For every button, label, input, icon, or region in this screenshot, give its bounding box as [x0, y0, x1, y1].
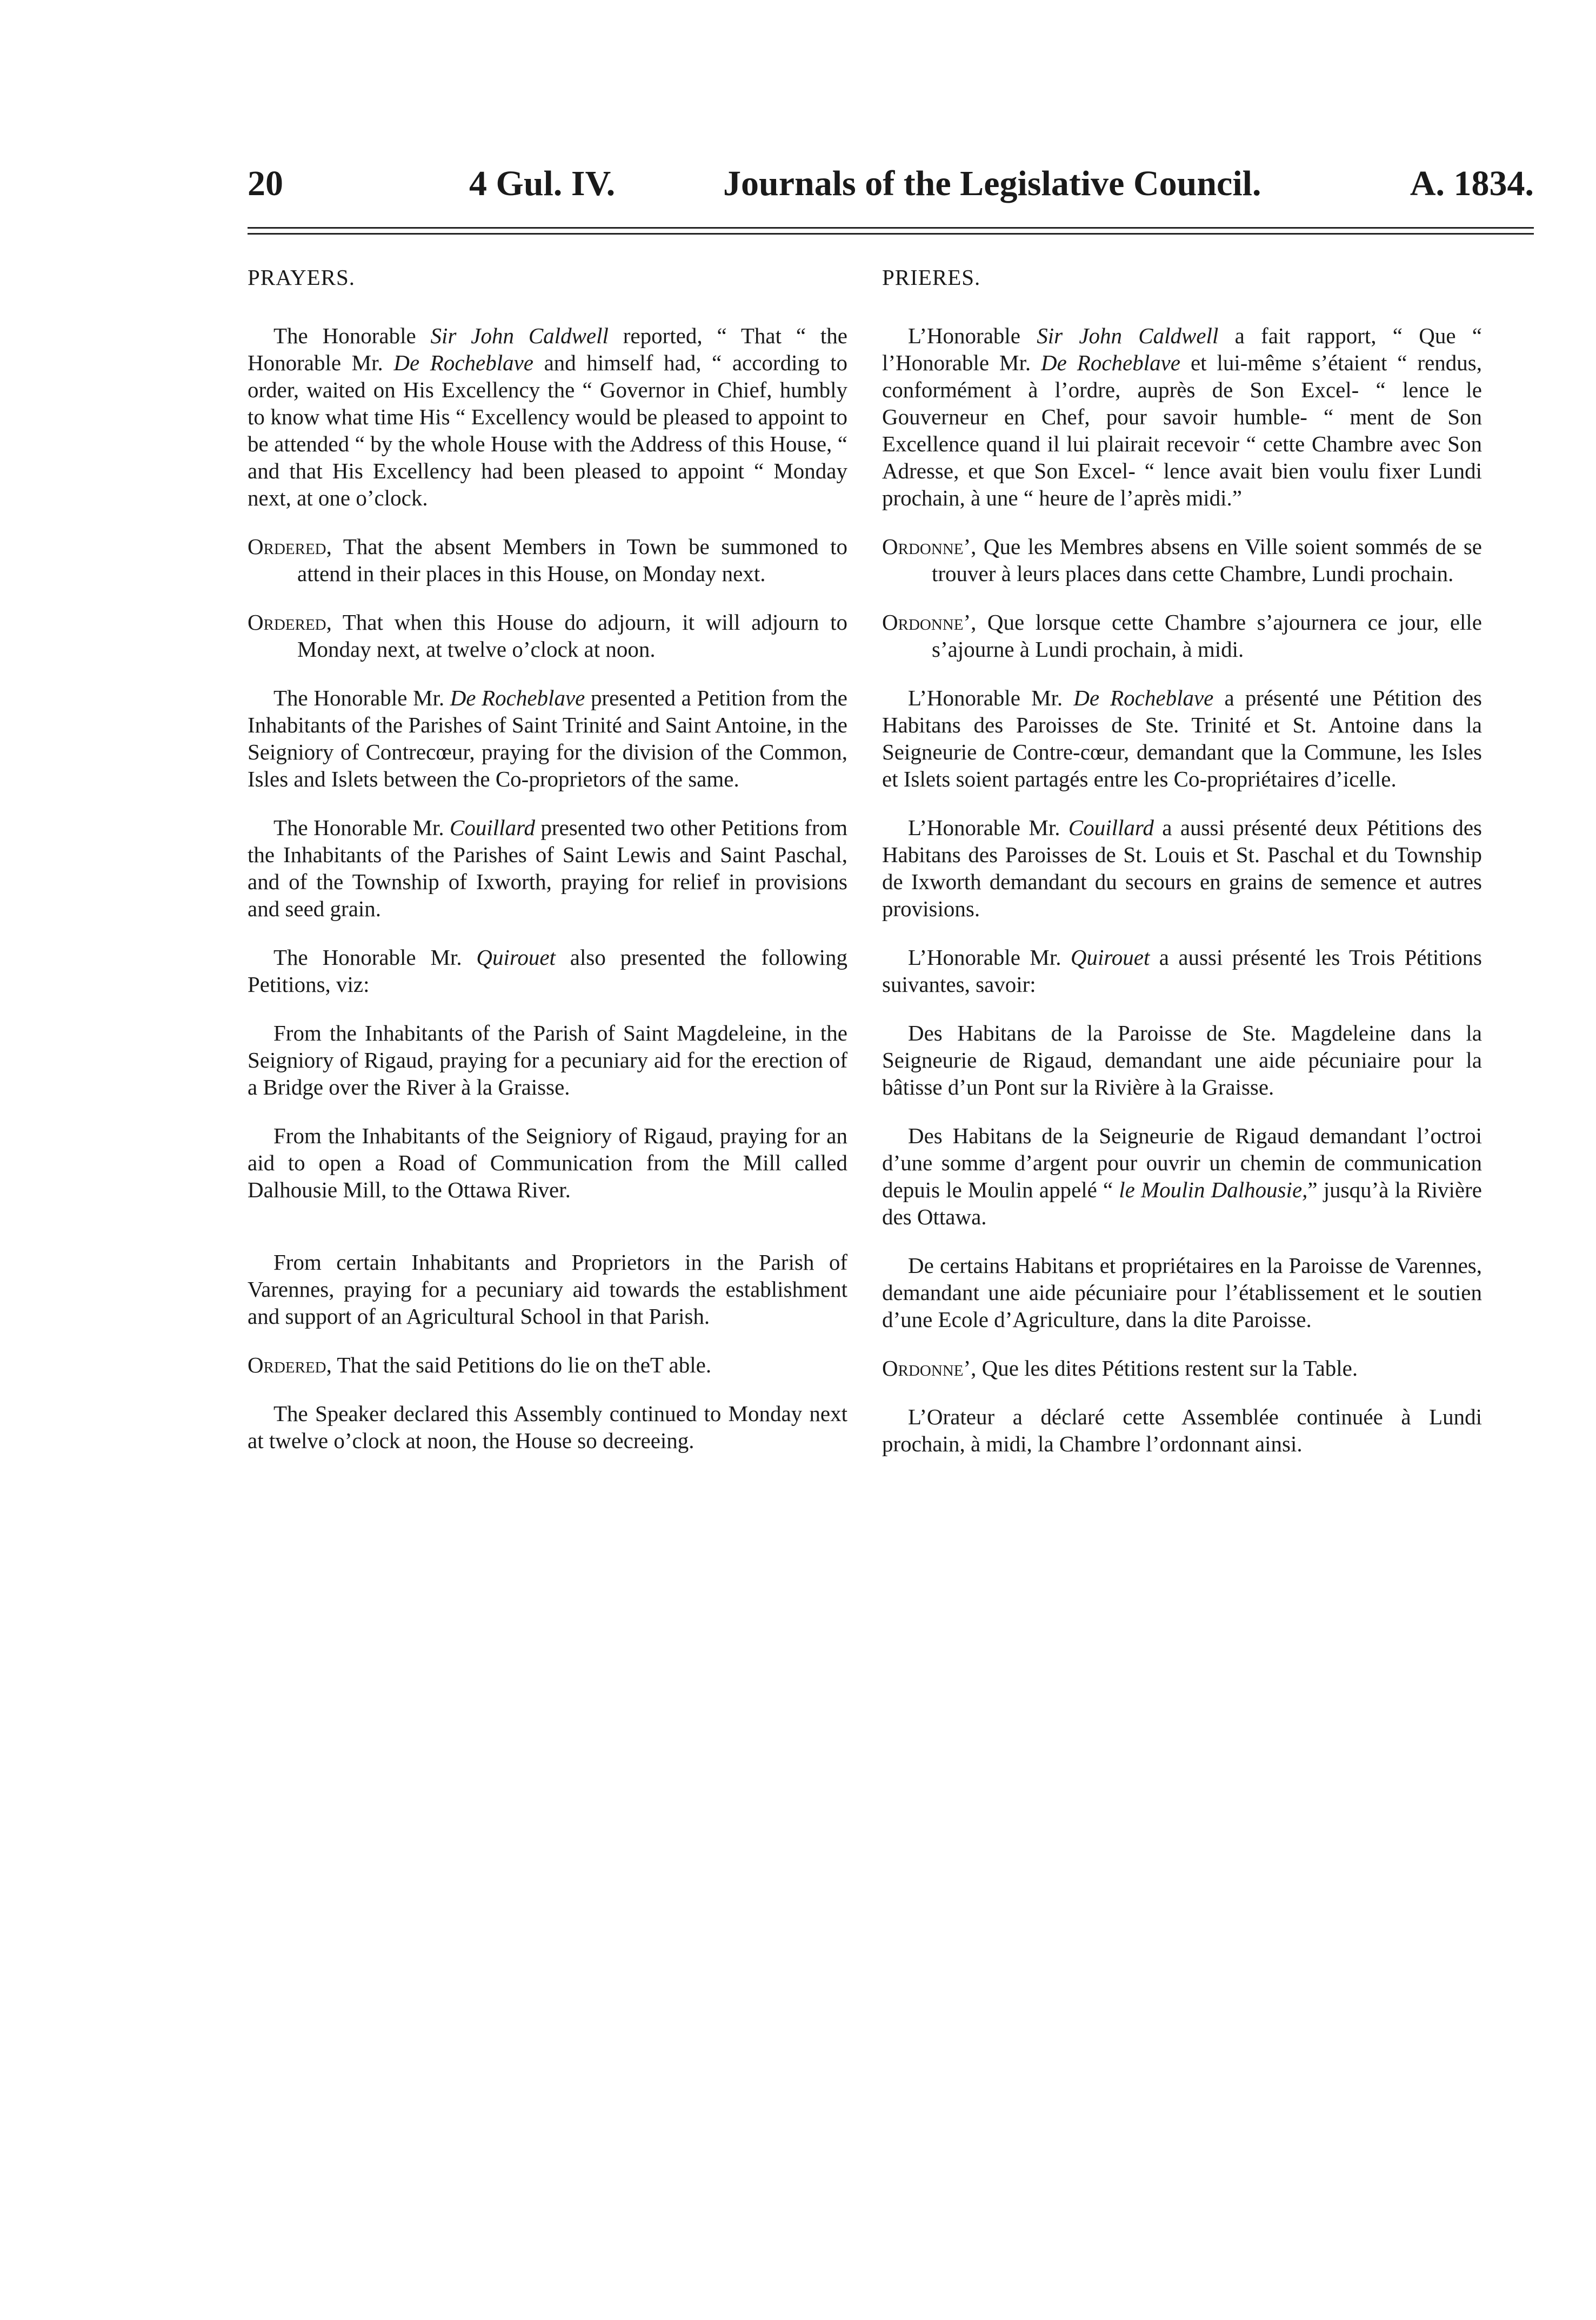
section-heading: PRAYERS.	[248, 265, 356, 290]
order-adjourn: Ordonne’, Que lorsque cette Chambre s’ajournera ce jour, elle s’ajourne à Lundi prochain, à midi.	[882, 610, 1482, 662]
order-petitions-lie: Ordonne’, Que les dites Pétitions restent sur la Table.	[882, 1356, 1358, 1381]
french-column	[882, 264, 1482, 1479]
section-heading: PRIERES.	[882, 265, 981, 290]
paragraph-speaker: The Speaker declared this Assembly continued to Monday next at twelve o’clock at noon, the House so decreeing.	[248, 1401, 847, 1453]
session-label: 4 Gul. IV.	[469, 164, 616, 203]
order-summon: Ordered, That the absent Members in Town be summoned to attend in their places in this House, on Monday next.	[248, 534, 847, 586]
paragraph-report: L’Honorable Sir John Caldwell a fait rapport, “ Que “ l’Honorable Mr. De Rocheblave et lui-même s’étaient “ rendus, conformément à l’ordre, auprès de Son Excel- “ lence le Gouverneur en Chef, pour savoir humble- “ ment de Son Excellence quand il lui plairait recevoir “ cette Chambre avec Son Adresse, et que Son Excel- “ lence avait bien voulu fixer Lundi prochain, à une “ heure de l’après midi.”	[882, 323, 1483, 510]
page-number: 20	[248, 164, 283, 203]
paragraph-petition-couillard: L’Honorable Mr. Couillard a aussi présenté deux Pétitions des Habitans des Paroisses de St. Louis et St. Paschal et du Township de Ixworth demandant du secours en grains de semence et autres provisions.	[882, 815, 1482, 921]
order-label: Ordonne’,	[882, 534, 977, 559]
order-summon: Ordonne’, Que les Membres absens en Ville soient sommés de se trouver à leurs places dans cette Chambre, Lundi prochain.	[882, 534, 1482, 586]
paragraph-petition-varennes: De certains Habitans et propriétaires en la Paroisse de Varennes, demandant une aide pécuniaire pour l’établissement et le soutien d’une Ecole d’Agriculture, dans la dite Paroisse.	[882, 1253, 1482, 1332]
order-label: Ordered,	[248, 534, 332, 559]
paragraph-petition-rigaud: From the Inhabitants of the Seigniory of Rigaud, praying for an aid to open a Road of Communication from the Mill called Dalhousie Mill, to the Ottawa River.	[248, 1123, 847, 1202]
paragraph-speaker: L’Orateur a déclaré cette Assemblée continuée à Lundi prochain, à midi, la Chambre l’ordonnant ainsi.	[882, 1404, 1482, 1456]
paragraph-petition-quirouet: L’Honorable Mr. Quirouet a aussi présenté les Trois Pétitions suivantes, savoir:	[882, 945, 1482, 997]
order-adjourn: Ordered, That when this House do adjourn, it will adjourn to Monday next, at twelve o’clock at noon.	[248, 610, 847, 662]
paragraph-petition-magdeleine: Des Habitans de la Paroisse de Ste. Magdeleine dans la Seigneurie de Rigaud, demandant une aide pécuniaire pour la bâtisse d’un Pont sur la Rivière à la Graisse.	[882, 1021, 1482, 1099]
order-label: Ordered,	[248, 1352, 332, 1377]
paragraph-petition-varennes: From certain Inhabitants and Proprietors in the Parish of Varennes, praying for a pecuniary aid towards the establishment and support of an Agricultural School in that Parish.	[248, 1250, 847, 1329]
order-petitions-lie: Ordered, That the said Petitions do lie on theT able.	[248, 1352, 712, 1377]
paragraph-petition-rocheblave: The Honorable Mr. De Rocheblave presented a Petition from the Inhabitants of the Parishes of Saint Trinité and Saint Antoine, in the Seigniory of Contrecœur, praying for the division of the Common, Isles and Islets between the Co-proprietors of the same.	[248, 685, 847, 791]
journal-title: Journals of the Legislative Council.	[723, 164, 1261, 203]
paragraph-petition-quirouet: The Honorable Mr. Quirouet also presented the following Petitions, viz:	[248, 945, 847, 997]
order-label: Ordered,	[248, 610, 332, 635]
paragraph-petition-rigaud: Des Habitans de la Seigneurie de Rigaud demandant l’octroi d’une somme d’argent pour ouvrir un chemin de communication depuis le Moulin appelé “ le Moulin Dalhousie,” jusqu’à la Rivière des Ottawa.	[882, 1123, 1482, 1229]
header-rule	[248, 227, 1534, 235]
year-label: A. 1834.	[1410, 164, 1534, 203]
paragraph-petition-magdeleine: From the Inhabitants of the Parish of Saint Magdeleine, in the Seigniory of Rigaud, praying for a pecuniary aid for the erection of a Bridge over the River à la Graisse.	[248, 1021, 847, 1099]
english-column	[248, 264, 847, 1476]
order-label: Ordonne’,	[882, 610, 977, 635]
order-label: Ordonne’,	[882, 1356, 977, 1381]
paragraph-report: The Honorable Sir John Caldwell reported, “ That “ the Honorable Mr. De Rocheblave and himself had, “ according to order, waited on His Excellency the “ Governor in Chief, humbly to know what time His “ Excellency would be pleased to appoint to be attended “ by the whole House with the Address of this House, “ and that His Excellency had been pleased to appoint “ Monday next, at one o’clock.	[248, 323, 847, 510]
paragraph-petition-couillard: The Honorable Mr. Couillard presented two other Petitions from the Inhabitants of the Parishes of Saint Lewis and Saint Paschal, and of the Township of Ixworth, praying for relief in provisions and seed grain.	[248, 815, 847, 921]
paragraph-petition-rocheblave: L’Honorable Mr. De Rocheblave a présenté une Pétition des Habitans des Paroisses de Ste. Trinité et St. Antoine dans la Seigneurie de Contre-cœur, demandant que la Commune, les Isles et Islets soient partagés entre les Co-propriétaires d’icelle.	[882, 685, 1482, 791]
running-header	[248, 162, 1534, 205]
